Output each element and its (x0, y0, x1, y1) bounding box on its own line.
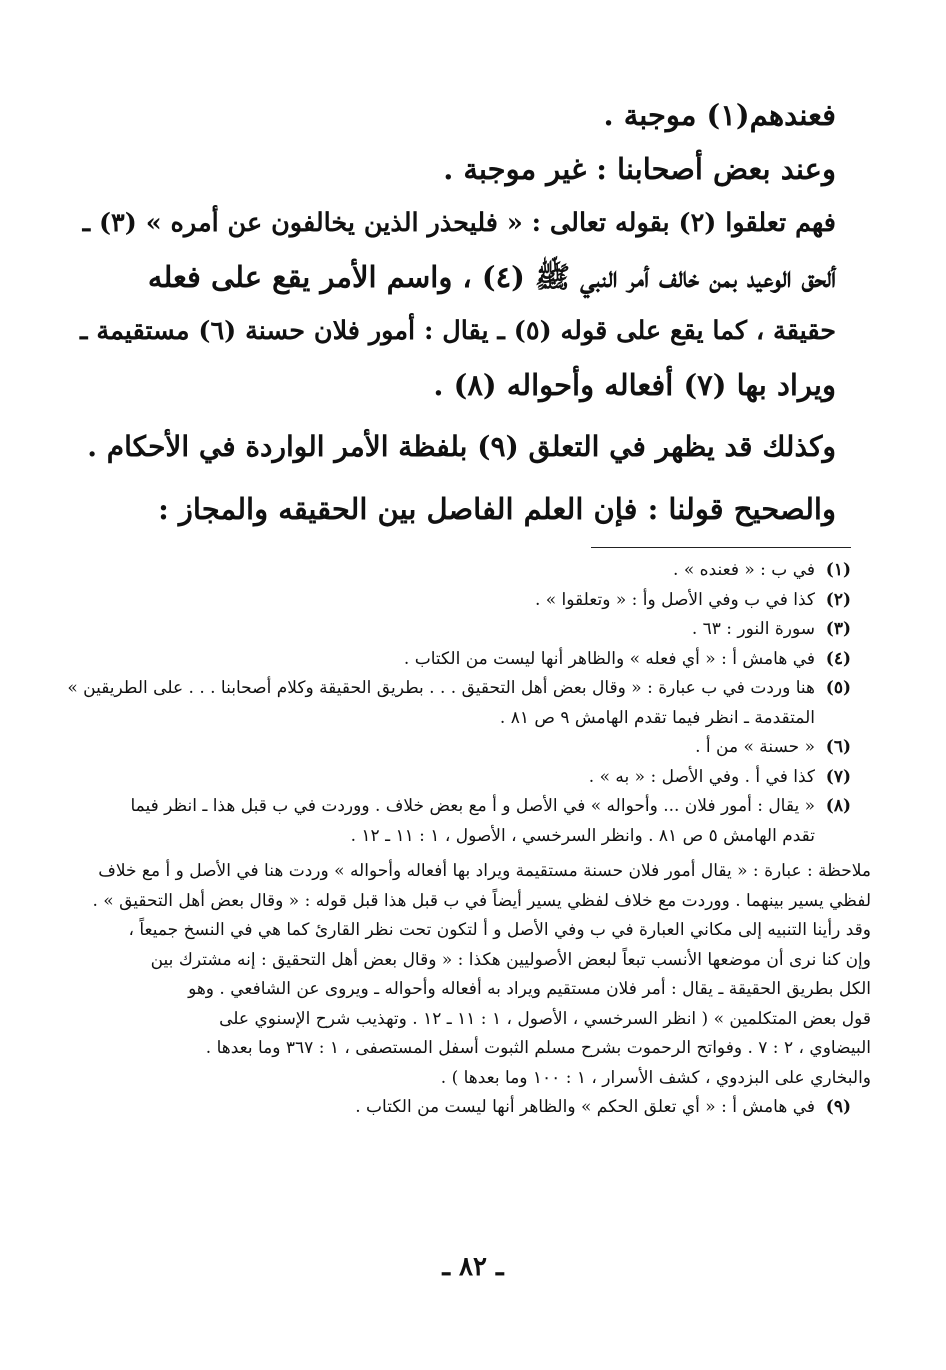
footnote-number: (٢) (825, 589, 851, 610)
note-text: وقد رأينا التنبيه إلى مكاني العبارة في ب وفي الأصل و أ لتكون تحت نظر القارئ كما هي في النسخ جميعاً ، (128, 920, 871, 940)
footnote-number: (٧) (825, 766, 851, 787)
footnote (70, 615, 851, 645)
footnote-divider (591, 547, 851, 548)
main-line: فهم تعلقوا (٢) بقوله تعالى : « فليحذر الذين يخالفون عن أمره » (٣) ـ (82, 208, 836, 238)
main-line: ألحق الوعيد بمن خالف أمر النبي ﷺ (٤) ، واسم الأمر يقع على فعله (147, 260, 836, 294)
footnote (70, 586, 851, 616)
footnote-text: كذا في أ . وفي الأصل : « به » . (588, 766, 815, 787)
footnote-text: في هامش أ : « أي تعلق الحكم » والظاهر أنها ليست من الكتاب . (355, 1097, 815, 1117)
note-text: والبخاري على البزدوي ، كشف الأسرار ، ١ : ١٠٠ وما بعدها ) . (440, 1067, 871, 1088)
note-text: البيضاوي ، ٢ : ٧ . وفواتح الرحموت بشرح مسلم الثبوت أسفل المستصفى ، ١ : ٣٦٧ وما بعدها . (205, 1038, 871, 1058)
main-text (80, 88, 836, 536)
footnote (70, 763, 851, 793)
footnote-text: في ب : « فعنده » . (673, 560, 815, 580)
footnote (70, 1093, 851, 1123)
footnote-text: « حسنة » من أ . (695, 737, 815, 757)
footnote-number: (٨) (825, 796, 851, 816)
main-line: والصحيح قولنا : فإن العلم الفاصل بين الحقيقه والمجاز : (158, 492, 836, 526)
note-text: لفظي يسير بينهما . ووردت مع خلاف لفظي يسير أيضاً في ب قبل هذا قبل قوله : « وقال بعض أهل التحقيق » . (92, 890, 871, 911)
footnote-number: (٦) (825, 737, 851, 757)
footnote-number: (٩) (825, 1097, 851, 1117)
footnote (70, 645, 851, 675)
footnote-number: (٤) (825, 648, 851, 669)
footnote (67, 674, 851, 733)
main-line: حقيقة ، كما يقع على قوله (٥) ـ يقال : أمور فلان حسنة (٦) مستقيمة ـ (80, 316, 836, 346)
main-line: ويراد بها (٧) أفعاله وأحواله (٨) . (433, 368, 836, 402)
footnote-text: سورة النور : ٦٣ . (691, 619, 815, 639)
note-text: ملاحظة : عبارة : « يقال أمور فلان حسنة مستقيمة ويراد بها أفعاله وأحواله » وردت هنا في الأصل و أ مع خلاف (98, 861, 871, 881)
main-line: وعند بعض أصحابنا : غير موجبة . (443, 152, 836, 186)
footnote-text: « يقال : أمور فلان ... وأحواله » في الأصل و أ مع بعض خلاف . ووردت في ب قبل هذا ـ انظر فيما (130, 796, 815, 816)
footnote-text: المتقدمة ـ انظر فيما تقدم الهامش ٩ ص ٨١ . (499, 707, 815, 728)
footnote (70, 792, 851, 851)
footnote (70, 556, 851, 586)
footnote-number: (١) (825, 560, 851, 580)
footnote-text: في هامش أ : « أي فعله » والظاهر أنها ليست من الكتاب . (403, 648, 815, 669)
page-number: ـ ٨٢ ـ (442, 1252, 504, 1282)
main-line: وكذلك قد يظهر في التعلق (٩) بلفظة الأمر الواردة في الأحكام . (87, 430, 836, 463)
footnotes (67, 556, 871, 1123)
note-text: الكل بطريق الحقيقة ـ يقال : أمر فلان مستقيم ويراد به أفعاله وأحواله ـ ويروى عن الشافعي . وهو (188, 979, 871, 999)
footnote-text: تقدم الهامش ٥ ص ٨١ . وانظر السرخسي ، الأصول ، ١ : ١١ ـ ١٢ . (350, 825, 815, 846)
footnote-text: هنا وردت في ب عبارة : « وقال بعض أهل التحقيق . . . بطريق الحقيقة وكلام أصحابنا . . . على الطريقين » (67, 678, 815, 698)
footnote-number: (٣) (825, 619, 851, 639)
note-text: قول بعض المتكلمين » ( انظر السرخسي ، الأصول ، ١ : ١١ ـ ١٢ . وتهذيب شرح الإسنوي على (219, 1008, 871, 1029)
footnote (70, 733, 851, 763)
editor-note (70, 857, 871, 1093)
main-line: فعندهم(١) موجبة . (603, 98, 836, 132)
footnote-text: كذا في ب وفي الأصل وأ : « وتعلقوا » . (534, 589, 815, 610)
note-text: وإن كنا نرى أن موضعها الأنسب تبعاً لبعض الأصوليين هكذا : « وقال بعض أهل التحقيق : إنه مشترك بين (150, 949, 871, 970)
footnote-number: (٥) (825, 678, 851, 698)
